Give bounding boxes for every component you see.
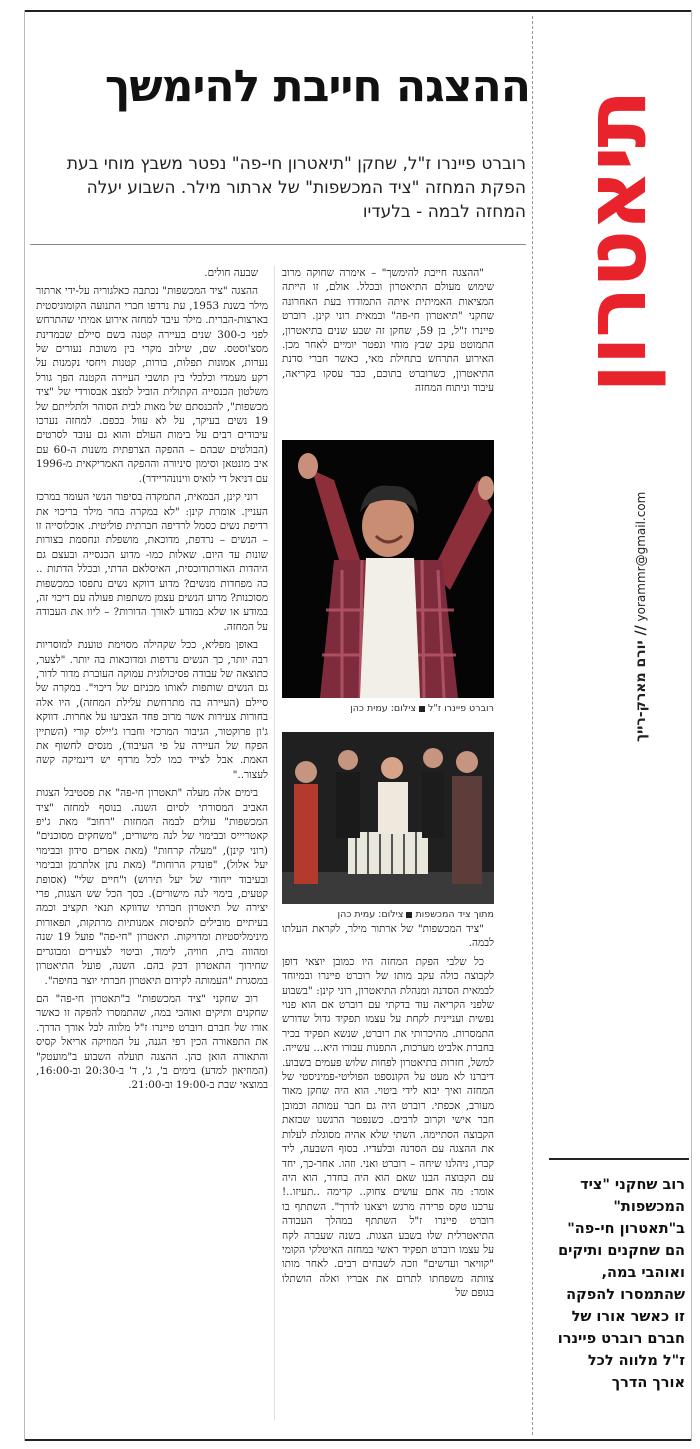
body-paragraph: כל שלבי הפקת המחזה היו כמובן יוצאי דופן לקבוצה כולה עקב מותו של רוברט פיינרו ובמיוחד לבמאית הסדנה ומנהלת התיאטרון, רוני קינן: "בשבוע שלפני הקריאה עוד בדקתי עם רוברט אם הוא פנוי נפשית ועניינית לקחת על עצמו תפקיד גדול שדורש התמסרות. מהיכרותי את רוברט, שנשא תפקיד בכיר בחברת אלביט מערכות, התפנות עבורו היא... עשייה. למשל, חזרות בתיאטרון לפחות שלוש פעמים בשבוע. דיברנו לא מעט על הקונספט הפוליטי-פמיניסטי של המחזה ואיך יבוא לידי ביטוי. הוא היה שחקן מאוד מעורב, אכפתי. רוברט היה גם חבר עמותה וכמובן חבר אישי וקרוב לרבים. כשנפטר הרגשנו שבזאת הקבוצה הסתיימה. השתי שלא אהיה מסוגלת לעלות את ההצגה עם הסדנה ובלעדיו. בסוף השבעה, ליד קברו, ניהלנו שיחה – רוברט ואני. וזהו. אחר-כך, יחד עם הקבוצה הבנו שאם הוא היה בחדר, הוא היה אומר: מה אתם עושים צחוק.. קדימה ..תעיזו..! ערכנו טקס פרידה מרגש ויצאנו לדרך". השתתף בו רוברט פיינרו ז"ל השתתף במהלך העבודה התיאטרלית שלו בשבע הצגות. בשנה שעברה לקח על עצמו רוברט תפקיד ראשי במחזה האיטלקי הקומי "קוויאר ועדשים" וזכה לשבחים רבים. לאחר מותו צוותה משפחתו לתרום את אבריו ואלה הושתלו בגופם של [282, 955, 494, 1300]
body-paragraph: ההצגה "ציד המכשפות" נכתבה כאלגוריה על-ידי ארתור מילר בשנת 1953, עת נרדפו חברי התנועה הקומוניסטית בארצות-הברית. מילר עיבד למחזה אירוע אמיתי שהתרחש לפני כ-300 שנים בעיירה קטנה בשם סיילם שבמדינת מסצ'וסטס. שם, שילוב מקרי בין משובת נעורים של נערות, אמונות תפלות, בורות, קטנות ויחסי נקמנות על רקע מעמדי וכלכלי בין תושבי העיירה הקטנה הפך גורל משלטון הכנסייה הקתולית הוביל למצב אבסורדי של "ציד מכשפות", להכנסתם של מאות לבית הסוהר ולתלייתם של 19 נשים בעיקר, על לא עוול בכפם. למחזה נערכו עיבודים רבים על בימות העולם והוא גם עובד לסרטים (הבולטים שבהם – ההפקה הצרפתית משנות ה-60 עם איב מונטאן וסימון סיניורה וההפקה האמריקאית מ-1996 עם דניאל די לואיס ווינונהריידר). [36, 285, 268, 485]
sidebar [541, 12, 691, 1439]
photo-2-credit: צילום: עמית כהן [337, 909, 404, 920]
photo-2-name: מתוך ציד המכשפות [415, 909, 494, 920]
headline: ההצגה חייבת להימשך [104, 61, 530, 112]
lead-paragraph: רוברט פיינרו ז"ל, שחקן "תיאטרון חי-פה" נפטר משבץ מוחי בעת הפקת המחזה "ציד המכשפות" של ארתור מילר. השבוע יעלה המחזה לבמה - בלעדיו [66, 154, 526, 222]
body-paragraph: בימים אלה מעלה "תאטרון חי-פה" את פסטיבל הצגות האביב המסורתי לסיום השנה. בנוסף למחזה "ציד המכשפות" עולים לבמה המחזות "רחוב" מאת ג'יפ קאטריייס ובבימוי של לנה מישורים, "משחקים מסוכנים" (רוני קינן), "מעלה קרחות" (מאת אפרים סידון ובבימוי יעל אלול), "פונדק הרוחות" (מאת נתן אלתרמן ובבימוי ובעיבוד ייחודי של יעל תירוש) ו"חיים שלי" (אסופת קטעים, בימוי לנה מישורים). בסך הכל שש הצגות, פרי יצירה של תיאטרון חברתי שדווקא תנאי תקציב וכמה בעיתיים מובילים לתפיסות אמנותיות מרתקות, תפאורות מינימליסטיות ומדויקות. תיאטרון "חי-פה" פועל 19 שנה ומהווה בית, חוויה, לימוד, וביטוי לצעירים ומבוגרים שחירוך התאטרון דבק בהם. השנה, פועל התיאטרון במסגרת "העמותה לקידום תיאטרון חברתי יוצר בחיפה". [36, 787, 268, 987]
stage-illustration [282, 732, 494, 904]
body-paragraph: רוב שחקני "ציד המכשפות" ב"תאטרון חי-פה" הם שחקנים ותיקים ואוהבי במה, שהתמסרו להפקה זו כאשר אורו של חברם רוברט פיינרו ז"ל מלווה לכל אורך הדרך. את התפאורה הכין רפי הגנה, על המוזיקה אריאל קסיס והתאורה הואן כהן. ההצגה תועלה השבוע ב"מועטק" (המוזיאון למדע) בימים ב', ג', ד' ב-20:30 וב-16:00, במוצאי שבת ב-19:00 וב-21:00. [36, 992, 268, 1092]
photo-actor-portrait [282, 440, 494, 698]
column-right-top [282, 266, 494, 446]
byline [633, 442, 657, 742]
photo-1-caption [282, 703, 494, 714]
caption-square-icon [406, 912, 412, 918]
column-divider [274, 266, 275, 1420]
bottom-rule [24, 1439, 692, 1441]
right-border [691, 10, 692, 1441]
author-name: יורם מארק-רייך // [633, 625, 649, 742]
body-paragraph: "ההצגה חייבת להימשך" – אימרה שחוקה מרוב שימוש מעולם התיאטרון ובכלל. אולם, זו הייתה המציאות האמיתית איתה התמודדו בעת האחרונה שחקני "תיאטרון חי-פה" ובמאית רוני קינן. רוברט פיינרו ז"ל, בן 59, שחקן זה שבע שנים בתיאטרון, התמוטט עקב שבץ מוחי ונפטר יומיים לאחר מכן. האירוע התרחש בתחילת מאי, כאשר חברי סדנת התיאטרון, כשרוברט בתוכם, כבר עסקו בקריאה, עיבוד וניתוח המחזה [282, 267, 494, 395]
body-paragraph: שבעה חולים. [204, 267, 258, 279]
pullquote: רוב שחקני "ציד המכשפות" ב"תאטרון חי-פה" הם שחקנים ותיקים ואוהבי במה, שהתמסרו להפקה זו כאשר אורו של חברם רוברט פיינרו ז"ל מלווה לכל אורך הדרך [557, 1177, 685, 1391]
body-paragraph: באופן מפליא, ככל שקהילה מסוימת טוענת למוסריות רבה יותר, כך הנשים נרדפות ומדוכאות בה יותר. "לצער, כתוצאה של עבודה פסיכולוגית עמוקה העוברת מדור לדור, גם הנשים שותפות לאותו מכניזם של דיכוי". במקרה של סיילם (העיירה בה מתרחשת עלילת המחזה), היו אלה בחורות צעירות אשר מרוב פחד הצביעו על אחרות. דווקא ג'ון פרוקטור, הגיבור המרכזי וחברו ג'יילס קורי (השתיין הפקח של העיירה על פי העיבוד), מנסים לחשוף את האמת. אבל לצייד כמו לכל מרדף יש דינמיקה קשה לעצור.." [36, 639, 268, 781]
author-email: yorammr@gmail.com [634, 491, 648, 622]
lead-rule [30, 244, 526, 245]
body-paragraph: "ציד המכשפות" של ארתור מילר, לקראת העלתו לבמה. [282, 923, 494, 950]
caption-square-icon [419, 706, 425, 712]
section-title: תיאטרון [566, 91, 666, 393]
column-left [36, 266, 268, 1421]
actor-illustration [282, 440, 494, 698]
body-paragraph: רוני קינן, הבמאית, התמקדה בסיפור הנשי העומד במרכז העניין. אומרת קינן: "לא במקרה בחר מילר בריכוי את רדיפת נשים כסמל לרדיפה חברתית פוליטית. אוכלוסייה זו – הנשים – נרדפת, מדוכאת, מושפלת ונחסמת בצורות שונות עד היום. שאלות כמו- מדוע הכנסייה ובעצם גם היהדות האורתודוכסית, האיסלאם הדתי, ובכלל הדתות .. כה מפחדות מנשים? מדוע דווקא נשים נתפסו כמכשפות מסוכנות? מדוע הנשים עצמן משתפות פעולה עם דיכוי זה, במודע או שלא במודע לאורך הדורות? – ליוו את העבודה על המחזה. [36, 491, 268, 633]
photo-1-credit: צילום: עמית כהן [350, 703, 416, 714]
photo-stage-scene [282, 732, 494, 904]
sidebar-divider [532, 16, 533, 1435]
photo-1-name: רוברט פיינרו ז"ל [428, 703, 494, 714]
left-border [24, 10, 25, 1441]
photo-2-caption [282, 909, 494, 920]
column-right-bottom [282, 922, 494, 1422]
pullquote-rule [549, 1158, 689, 1160]
